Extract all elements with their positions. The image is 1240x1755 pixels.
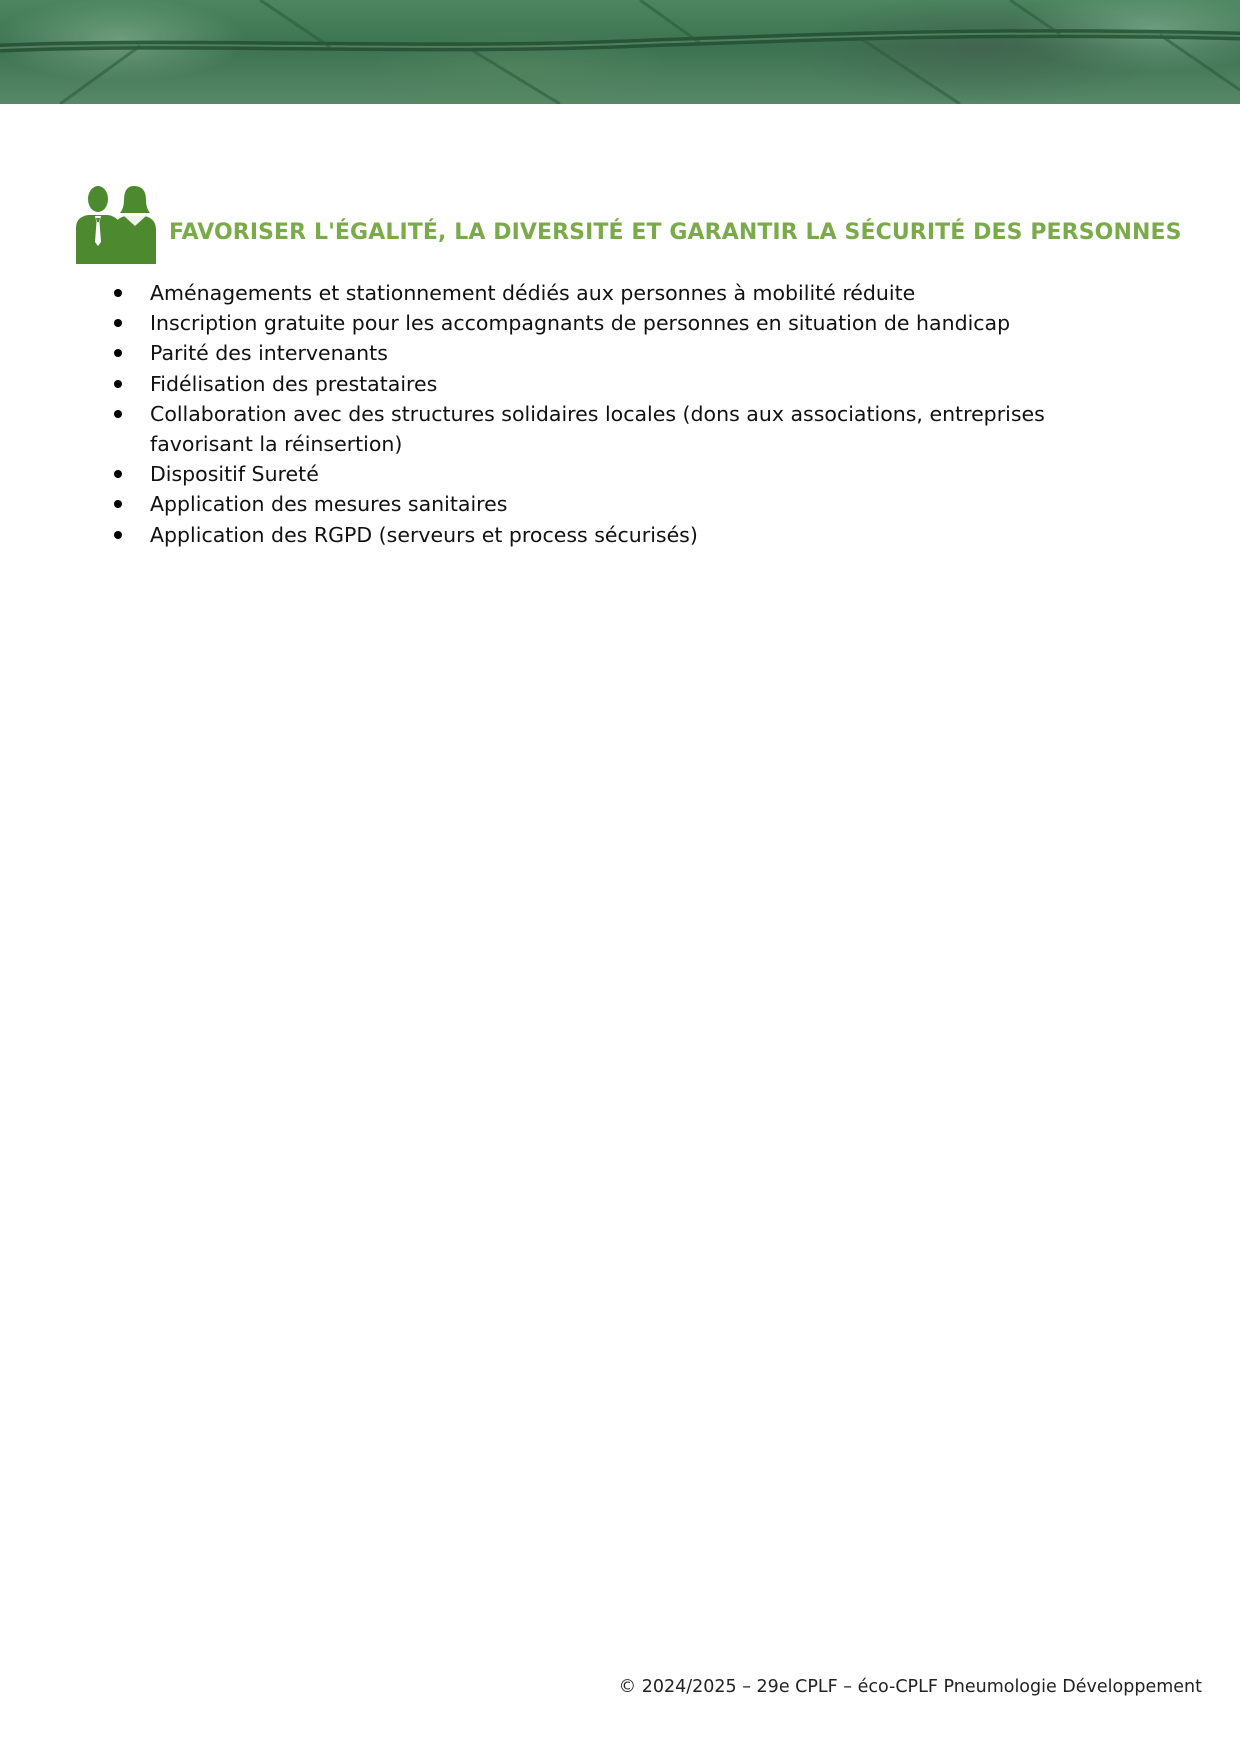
footer-copyright: © 2024/2025 – 29e CPLF – éco-CPLF Pneumologie Développement xyxy=(618,1677,1202,1697)
people-icon xyxy=(74,186,156,264)
list-item-text: Fidélisation des prestataires xyxy=(150,371,438,396)
bullet-icon xyxy=(114,470,122,478)
list-item-text: Application des mesures sanitaires xyxy=(150,492,508,517)
list-item-text: Parité des intervenants xyxy=(150,341,388,366)
bullet-icon xyxy=(114,319,122,327)
measures-list xyxy=(110,278,1150,550)
bullet-icon xyxy=(114,500,122,508)
header-banner-image xyxy=(0,0,1240,104)
list-item-text: Application des RGPD (serveurs et process sécurisés) xyxy=(150,522,698,547)
bullet-icon xyxy=(114,349,122,357)
list-item xyxy=(110,459,1150,489)
bullet-icon xyxy=(114,380,122,388)
bullet-icon xyxy=(114,531,122,539)
list-item-text: Dispositif Sureté xyxy=(150,462,319,487)
list-item xyxy=(110,338,1150,368)
section-title: FAVORISER L'ÉGALITÉ, LA DIVERSITÉ ET GARANTIR LA SÉCURITÉ DES PERSONNES xyxy=(169,220,1182,245)
section-heading xyxy=(74,186,1182,266)
list-item xyxy=(110,520,1150,550)
list-item xyxy=(110,489,1150,519)
leaf-veins-graphic xyxy=(0,0,1240,104)
list-item xyxy=(110,278,1150,308)
list-item-text: Collaboration avec des structures solidaires locales (dons aux associations, entreprises favorisant la réinsertion) xyxy=(150,401,1045,457)
list-item xyxy=(110,308,1150,338)
bullet-icon xyxy=(114,410,122,418)
bullet-icon xyxy=(114,289,122,297)
list-item-text: Aménagements et stationnement dédiés aux personnes à mobilité réduite xyxy=(150,281,916,305)
list-item xyxy=(110,399,1150,459)
list-item-text: Inscription gratuite pour les accompagnants de personnes en situation de handicap xyxy=(150,311,1011,336)
list-item xyxy=(110,369,1150,399)
